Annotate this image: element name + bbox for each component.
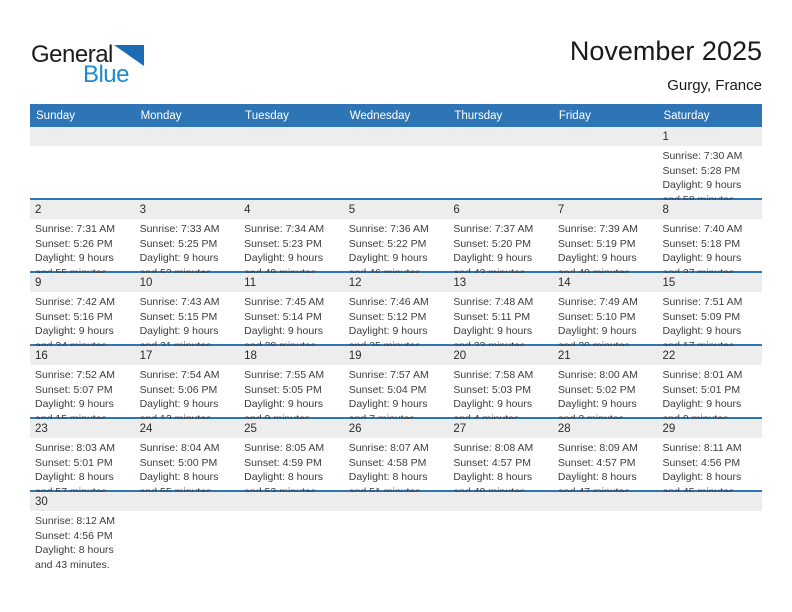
daylight-text-line1: Daylight: 9 hours bbox=[348, 252, 428, 265]
day-number-band bbox=[553, 492, 658, 511]
sunrise-text: Sunrise: 8:03 AM bbox=[35, 442, 115, 454]
day-number: 10 bbox=[139, 277, 153, 289]
day-number-band bbox=[344, 419, 449, 438]
sunrise-text: Sunrise: 7:58 AM bbox=[453, 369, 534, 381]
day-cell-empty bbox=[239, 127, 344, 198]
sunset-text: Sunset: 4:58 PM bbox=[348, 456, 427, 469]
week-row bbox=[30, 346, 762, 419]
day-number: 2 bbox=[35, 204, 42, 216]
daylight-text-line1: Daylight: 9 hours bbox=[244, 325, 323, 338]
day-number-band bbox=[344, 492, 449, 511]
day-cell-27 bbox=[448, 419, 553, 490]
day-cell-17 bbox=[135, 346, 240, 417]
day-number-band bbox=[239, 419, 344, 438]
daylight-text-line1: Daylight: 9 hours bbox=[453, 325, 533, 338]
day-details bbox=[30, 219, 135, 271]
day-details bbox=[553, 292, 658, 344]
day-cell-13 bbox=[448, 273, 553, 344]
day-number-band bbox=[30, 419, 135, 438]
day-number-band bbox=[344, 200, 449, 219]
sunrise-text: Sunrise: 7:55 AM bbox=[244, 369, 325, 381]
sunset-text: Sunset: 5:03 PM bbox=[453, 383, 531, 396]
day-number-band bbox=[657, 273, 762, 292]
day-details bbox=[553, 219, 658, 271]
daylight-text-line1: Daylight: 9 hours bbox=[453, 398, 533, 411]
day-cell-18 bbox=[239, 346, 344, 417]
day-details bbox=[344, 292, 449, 344]
sunset-text: Sunset: 5:22 PM bbox=[348, 237, 427, 250]
day-details bbox=[657, 438, 762, 490]
day-number: 23 bbox=[35, 423, 48, 435]
day-number: 8 bbox=[662, 204, 669, 216]
day-number-band bbox=[344, 346, 449, 365]
day-details bbox=[239, 219, 344, 271]
day-details bbox=[239, 146, 344, 198]
sunrise-text: Sunrise: 8:01 AM bbox=[662, 369, 743, 381]
sunrise-text: Sunrise: 8:04 AM bbox=[139, 442, 220, 454]
day-number: 17 bbox=[139, 350, 153, 362]
day-number: 4 bbox=[244, 204, 251, 216]
day-number: 22 bbox=[662, 350, 676, 362]
day-number: 27 bbox=[453, 423, 467, 435]
sunset-text: Sunset: 5:26 PM bbox=[35, 237, 113, 250]
day-number-band bbox=[30, 492, 135, 511]
day-number-band bbox=[135, 492, 240, 511]
day-number-band bbox=[239, 127, 344, 146]
day-number-band bbox=[30, 273, 135, 292]
day-number: 5 bbox=[348, 204, 356, 216]
day-details bbox=[448, 511, 553, 582]
day-details bbox=[135, 365, 240, 417]
day-number: 29 bbox=[662, 423, 676, 435]
day-cell-16 bbox=[30, 346, 135, 417]
day-number-band bbox=[657, 346, 762, 365]
sunset-text: Sunset: 4:57 PM bbox=[453, 456, 531, 469]
sunset-text: Sunset: 5:05 PM bbox=[244, 383, 322, 396]
day-details bbox=[657, 219, 762, 271]
day-cell-26 bbox=[344, 419, 449, 490]
daylight-text-line1: Daylight: 9 hours bbox=[139, 398, 219, 411]
day-details bbox=[344, 219, 449, 271]
week-row bbox=[30, 200, 762, 273]
daylight-text-line1: Daylight: 9 hours bbox=[557, 325, 637, 338]
sunset-text: Sunset: 5:10 PM bbox=[557, 310, 636, 323]
logo-text-general: General bbox=[31, 41, 113, 68]
day-cell-4 bbox=[239, 200, 344, 271]
day-cell-7 bbox=[553, 200, 658, 271]
day-details bbox=[553, 438, 658, 490]
day-details bbox=[135, 292, 240, 344]
day-cell-19 bbox=[344, 346, 449, 417]
day-cell-empty bbox=[448, 127, 553, 198]
day-cell-15 bbox=[657, 273, 762, 344]
day-details bbox=[553, 511, 658, 582]
daylight-text-line2: and 43 minutes. bbox=[35, 558, 110, 571]
sunrise-text: Sunrise: 7:45 AM bbox=[244, 296, 325, 308]
daylight-text-line1: Daylight: 8 hours bbox=[139, 471, 219, 484]
day-details bbox=[448, 219, 553, 271]
general-blue-logo bbox=[31, 41, 141, 88]
daylight-text-line1: Daylight: 9 hours bbox=[139, 325, 219, 338]
daylight-text-line1: Daylight: 8 hours bbox=[35, 544, 114, 557]
day-cell-25 bbox=[239, 419, 344, 490]
daylight-text-line1: Daylight: 9 hours bbox=[35, 325, 114, 338]
day-number-band bbox=[239, 346, 344, 365]
sunset-text: Sunset: 4:56 PM bbox=[662, 456, 741, 469]
day-cell-empty bbox=[553, 492, 658, 582]
day-number-band bbox=[344, 127, 449, 146]
day-number-band bbox=[344, 273, 449, 292]
sunset-text: Sunset: 5:09 PM bbox=[662, 310, 741, 323]
day-cell-empty bbox=[135, 492, 240, 582]
day-number: 7 bbox=[557, 204, 565, 216]
daylight-text-line1: Daylight: 9 hours bbox=[662, 252, 742, 265]
sunrise-text: Sunrise: 7:30 AM bbox=[662, 150, 743, 162]
weekday-header-tuesday: Tuesday bbox=[245, 109, 289, 122]
day-cell-2 bbox=[30, 200, 135, 271]
day-number: 25 bbox=[244, 423, 257, 435]
day-number-band bbox=[448, 273, 553, 292]
sunset-text: Sunset: 5:16 PM bbox=[35, 310, 113, 323]
day-cell-empty bbox=[344, 127, 449, 198]
sunset-text: Sunset: 5:12 PM bbox=[348, 310, 427, 323]
day-details bbox=[239, 511, 344, 582]
week-row bbox=[30, 127, 762, 200]
sunrise-text: Sunrise: 7:54 AM bbox=[139, 369, 220, 381]
day-details bbox=[344, 511, 449, 582]
daylight-text-line1: Daylight: 8 hours bbox=[662, 471, 742, 484]
day-cell-empty bbox=[344, 492, 449, 582]
day-cell-1 bbox=[657, 127, 762, 198]
sunrise-text: Sunrise: 7:42 AM bbox=[35, 296, 115, 308]
day-details bbox=[30, 292, 135, 344]
daylight-text-line1: Daylight: 9 hours bbox=[244, 398, 323, 411]
weekday-header-saturday: Saturday bbox=[663, 109, 710, 122]
day-number: 9 bbox=[35, 277, 42, 289]
day-number-band bbox=[448, 346, 553, 365]
weekday-header-row bbox=[30, 104, 762, 127]
day-cell-20 bbox=[448, 346, 553, 417]
day-details bbox=[30, 365, 135, 417]
day-cell-24 bbox=[135, 419, 240, 490]
day-details bbox=[135, 438, 240, 490]
day-cell-29 bbox=[657, 419, 762, 490]
day-cell-8 bbox=[657, 200, 762, 271]
daylight-text-line1: Daylight: 9 hours bbox=[662, 179, 742, 192]
day-number-band bbox=[135, 346, 240, 365]
day-cell-10 bbox=[135, 273, 240, 344]
sunset-text: Sunset: 4:56 PM bbox=[35, 529, 113, 542]
sunrise-text: Sunrise: 8:09 AM bbox=[557, 442, 638, 454]
logo-text-blue: Blue bbox=[82, 61, 129, 88]
day-cell-empty bbox=[553, 127, 658, 198]
sunset-text: Sunset: 5:04 PM bbox=[348, 383, 427, 396]
daylight-text-line1: Daylight: 9 hours bbox=[139, 252, 219, 265]
sunrise-text: Sunrise: 7:51 AM bbox=[662, 296, 743, 308]
day-number: 30 bbox=[35, 496, 48, 508]
day-number: 14 bbox=[557, 277, 571, 289]
sunset-text: Sunset: 5:18 PM bbox=[662, 237, 741, 250]
day-cell-5 bbox=[344, 200, 449, 271]
day-number-band bbox=[553, 346, 658, 365]
day-number-band bbox=[657, 127, 762, 146]
day-cell-14 bbox=[553, 273, 658, 344]
day-number-band bbox=[30, 200, 135, 219]
day-details bbox=[448, 292, 553, 344]
day-cell-30 bbox=[30, 492, 135, 582]
day-details bbox=[448, 438, 553, 490]
day-details bbox=[657, 146, 762, 198]
sunrise-text: Sunrise: 7:52 AM bbox=[35, 369, 115, 381]
day-details bbox=[344, 365, 449, 417]
sunset-text: Sunset: 4:57 PM bbox=[557, 456, 636, 469]
week-row bbox=[30, 419, 762, 492]
sunrise-text: Sunrise: 8:08 AM bbox=[453, 442, 534, 454]
daylight-text-line1: Daylight: 9 hours bbox=[453, 252, 533, 265]
sunrise-text: Sunrise: 7:31 AM bbox=[35, 223, 115, 235]
sunrise-text: Sunrise: 7:43 AM bbox=[139, 296, 220, 308]
sunset-text: Sunset: 5:11 PM bbox=[453, 310, 531, 323]
sunset-text: Sunset: 5:15 PM bbox=[139, 310, 218, 323]
page-subtitle: Gurgy, France bbox=[667, 77, 762, 94]
day-details bbox=[344, 438, 449, 490]
sunrise-text: Sunrise: 8:05 AM bbox=[244, 442, 325, 454]
daylight-text-line1: Daylight: 8 hours bbox=[453, 471, 533, 484]
sunrise-text: Sunrise: 7:48 AM bbox=[453, 296, 534, 308]
day-number: 18 bbox=[244, 350, 257, 362]
sunrise-text: Sunrise: 7:37 AM bbox=[453, 223, 534, 235]
daylight-text-line1: Daylight: 9 hours bbox=[557, 398, 637, 411]
daylight-text-line1: Daylight: 9 hours bbox=[348, 398, 428, 411]
day-cell-12 bbox=[344, 273, 449, 344]
day-number: 26 bbox=[348, 423, 362, 435]
day-number-band bbox=[239, 200, 344, 219]
day-details bbox=[135, 219, 240, 271]
day-number-band bbox=[30, 127, 135, 146]
day-cell-empty bbox=[135, 127, 240, 198]
day-number-band bbox=[30, 346, 135, 365]
day-number: 28 bbox=[557, 423, 571, 435]
day-details bbox=[135, 146, 240, 198]
sunrise-text: Sunrise: 7:46 AM bbox=[348, 296, 429, 308]
weekday-header-friday: Friday bbox=[558, 109, 591, 122]
sunrise-text: Sunrise: 7:57 AM bbox=[348, 369, 429, 381]
day-details bbox=[553, 146, 658, 198]
day-number-band bbox=[553, 273, 658, 292]
sunset-text: Sunset: 5:25 PM bbox=[139, 237, 218, 250]
day-details bbox=[239, 438, 344, 490]
day-number: 24 bbox=[139, 423, 153, 435]
daylight-text-line1: Daylight: 9 hours bbox=[557, 252, 637, 265]
sunrise-text: Sunrise: 7:49 AM bbox=[557, 296, 638, 308]
daylight-text-line1: Daylight: 9 hours bbox=[35, 398, 114, 411]
sunrise-text: Sunrise: 7:33 AM bbox=[139, 223, 220, 235]
day-number: 13 bbox=[453, 277, 467, 289]
day-cell-empty bbox=[657, 492, 762, 582]
day-cell-22 bbox=[657, 346, 762, 417]
day-number-band bbox=[657, 492, 762, 511]
daylight-text-line1: Daylight: 8 hours bbox=[348, 471, 428, 484]
day-cell-9 bbox=[30, 273, 135, 344]
sunset-text: Sunset: 5:28 PM bbox=[662, 164, 741, 177]
day-number-band bbox=[135, 273, 240, 292]
day-details bbox=[448, 365, 553, 417]
day-number: 11 bbox=[244, 277, 257, 289]
sunset-text: Sunset: 5:06 PM bbox=[139, 383, 218, 396]
sunrise-text: Sunrise: 7:34 AM bbox=[244, 223, 325, 235]
sunset-text: Sunset: 5:14 PM bbox=[244, 310, 322, 323]
daylight-text-line1: Daylight: 8 hours bbox=[557, 471, 637, 484]
day-details bbox=[239, 365, 344, 417]
daylight-text-line1: Daylight: 8 hours bbox=[244, 471, 323, 484]
day-cell-empty bbox=[239, 492, 344, 582]
sunset-text: Sunset: 5:20 PM bbox=[453, 237, 531, 250]
day-details bbox=[657, 292, 762, 344]
day-number-band bbox=[448, 200, 553, 219]
sunrise-text: Sunrise: 8:00 AM bbox=[557, 369, 638, 381]
day-details bbox=[448, 146, 553, 198]
calendar-grid bbox=[30, 127, 762, 582]
day-number: 12 bbox=[348, 277, 362, 289]
daylight-text-line1: Daylight: 9 hours bbox=[662, 325, 742, 338]
day-number: 15 bbox=[662, 277, 676, 289]
day-details bbox=[344, 146, 449, 198]
day-cell-empty bbox=[30, 127, 135, 198]
daylight-text-line1: Daylight: 9 hours bbox=[348, 325, 428, 338]
weekday-header-thursday: Thursday bbox=[454, 109, 503, 122]
day-details bbox=[30, 438, 135, 490]
sunset-text: Sunset: 5:19 PM bbox=[557, 237, 636, 250]
sunset-text: Sunset: 5:07 PM bbox=[35, 383, 113, 396]
day-number-band bbox=[448, 419, 553, 438]
page-title: November 2025 bbox=[569, 36, 762, 66]
day-number-band bbox=[553, 127, 658, 146]
day-number: 20 bbox=[453, 350, 467, 362]
calendar bbox=[30, 104, 762, 582]
day-number: 19 bbox=[348, 350, 362, 362]
day-number-band bbox=[657, 419, 762, 438]
day-details bbox=[30, 146, 135, 198]
day-cell-empty bbox=[448, 492, 553, 582]
day-cell-3 bbox=[135, 200, 240, 271]
weekday-header-sunday: Sunday bbox=[36, 109, 76, 122]
day-number-band bbox=[135, 419, 240, 438]
day-number: 21 bbox=[557, 350, 571, 362]
sunrise-text: Sunrise: 8:07 AM bbox=[348, 442, 429, 454]
sunset-text: Sunset: 5:01 PM bbox=[35, 456, 113, 469]
day-number: 6 bbox=[453, 204, 460, 216]
sunrise-text: Sunrise: 8:11 AM bbox=[662, 442, 742, 454]
day-number-band bbox=[448, 492, 553, 511]
day-cell-11 bbox=[239, 273, 344, 344]
day-cell-21 bbox=[553, 346, 658, 417]
daylight-text-line1: Daylight: 8 hours bbox=[35, 471, 114, 484]
day-cell-23 bbox=[30, 419, 135, 490]
sunset-text: Sunset: 5:23 PM bbox=[244, 237, 322, 250]
daylight-text-line1: Daylight: 9 hours bbox=[662, 398, 742, 411]
sunset-text: Sunset: 5:02 PM bbox=[557, 383, 636, 396]
day-number-band bbox=[657, 200, 762, 219]
day-number-band bbox=[239, 273, 344, 292]
day-details bbox=[239, 292, 344, 344]
day-number-band bbox=[239, 492, 344, 511]
day-number-band bbox=[448, 127, 553, 146]
sunrise-text: Sunrise: 8:12 AM bbox=[35, 515, 115, 527]
day-details bbox=[657, 511, 762, 582]
day-number: 3 bbox=[139, 204, 146, 216]
day-number-band bbox=[135, 127, 240, 146]
weekday-header-wednesday: Wednesday bbox=[349, 109, 411, 122]
sunrise-text: Sunrise: 7:40 AM bbox=[662, 223, 743, 235]
sunset-text: Sunset: 4:59 PM bbox=[244, 456, 322, 469]
day-cell-28 bbox=[553, 419, 658, 490]
week-row bbox=[30, 273, 762, 346]
sunrise-text: Sunrise: 7:39 AM bbox=[557, 223, 638, 235]
daylight-text-line1: Daylight: 9 hours bbox=[35, 252, 114, 265]
day-number: 1 bbox=[662, 131, 669, 143]
sunset-text: Sunset: 5:01 PM bbox=[662, 383, 741, 396]
sunset-text: Sunset: 5:00 PM bbox=[139, 456, 218, 469]
week-row bbox=[30, 492, 762, 582]
day-number-band bbox=[135, 200, 240, 219]
day-number: 16 bbox=[35, 350, 48, 362]
day-number-band bbox=[553, 200, 658, 219]
sunrise-text: Sunrise: 7:36 AM bbox=[348, 223, 429, 235]
day-details bbox=[30, 511, 135, 582]
daylight-text-line1: Daylight: 9 hours bbox=[244, 252, 323, 265]
day-details bbox=[135, 511, 240, 582]
day-details bbox=[553, 365, 658, 417]
weekday-header-monday: Monday bbox=[140, 109, 182, 122]
day-cell-6 bbox=[448, 200, 553, 271]
day-details bbox=[657, 365, 762, 417]
day-number-band bbox=[553, 419, 658, 438]
